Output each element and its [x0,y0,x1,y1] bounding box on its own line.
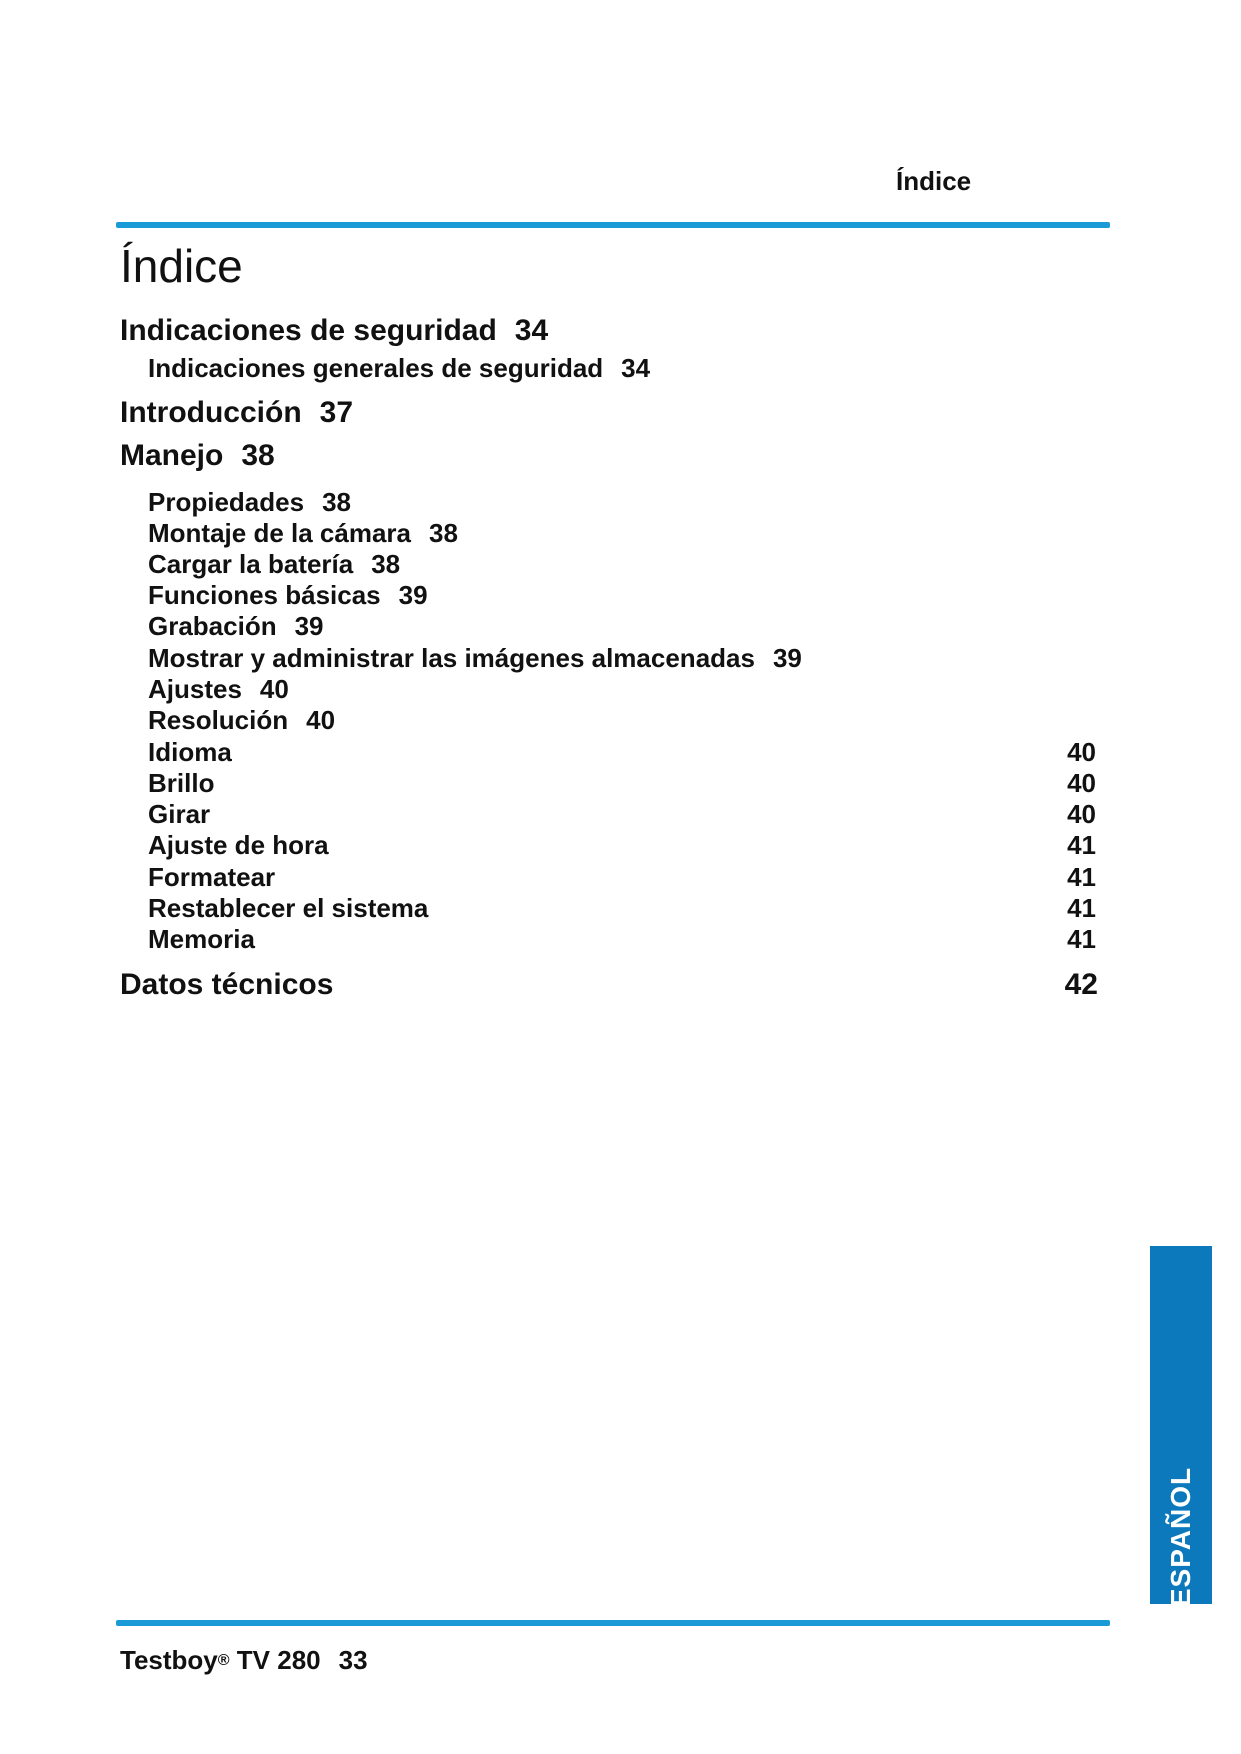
toc-label: Introducción [120,396,302,429]
toc-label: Ajustes [148,674,242,704]
toc-page: 41 [1067,862,1096,892]
toc-label: Formatear [148,862,276,892]
toc-page: 41 [1067,830,1096,860]
toc-page: 40 [1067,799,1096,829]
bottom-divider [116,1620,1110,1626]
toc-label: Brillo [148,768,215,798]
toc-entry-operation[interactable] [120,438,275,474]
toc-page: 38 [429,518,458,548]
toc-label: Datos técnicos [120,968,334,1001]
toc-entry-charge-battery[interactable] [148,549,400,579]
toc-entry-settings[interactable] [148,674,289,704]
toc-label: Cargar la batería [148,549,354,579]
toc-page: 41 [1067,924,1096,954]
page-title: Índice [120,240,243,292]
toc-label: Indicaciones de seguridad [120,314,497,347]
toc-page: 41 [1067,893,1096,923]
toc-entry-rotate[interactable] [148,799,1096,829]
toc-page: 37 [319,396,354,429]
toc-page: 39 [398,580,428,610]
toc-page: 42 [1064,968,1098,1001]
toc-page: 34 [621,353,651,383]
language-tab [1150,1246,1212,1608]
toc-label: Idioma [148,737,232,767]
toc-entry-technical-data[interactable] [120,967,1098,1003]
toc-label: Mostrar y administrar las imágenes almacenadas [148,643,755,673]
footer-model: TV 280 [236,1645,321,1675]
language-tab-label: ESPAÑOL [1165,1466,1196,1608]
toc-page: 39 [772,643,802,673]
footer-brand: Testboy [120,1645,218,1675]
toc-label: Grabación [148,611,277,641]
toc-entry-safety[interactable] [120,313,548,349]
toc-entry-recording[interactable] [148,611,324,641]
toc-label: Funciones básicas [148,580,381,610]
toc-entry-memory[interactable] [148,924,1096,954]
toc-label: Girar [148,799,211,829]
toc-page: 40 [1067,737,1096,767]
toc-entry-show-images[interactable] [148,643,802,673]
toc-page: 40 [1067,768,1096,798]
toc-label: Memoria [148,924,255,954]
toc-label: Indicaciones generales de seguridad [148,353,604,383]
toc-entry-basic-functions[interactable] [148,580,428,610]
toc-entry-resolution[interactable] [148,705,335,735]
toc-page: 38 [241,439,275,472]
toc-label: Propiedades [148,487,305,517]
toc-page: 38 [371,549,401,579]
toc-label: Restablecer el sistema [148,893,429,923]
toc-entry-introduction[interactable] [120,395,353,431]
toc-entry-general-safety[interactable] [148,353,650,383]
footer-page-number: 33 [338,1645,368,1675]
toc-entry-time-setting[interactable] [148,830,1096,860]
toc-label: Resolución [148,705,289,735]
page-footer [120,1645,368,1676]
toc-entry-properties[interactable] [148,487,351,517]
toc-page: 39 [294,611,324,641]
toc-label: Ajuste de hora [148,830,329,860]
toc-entry-language[interactable] [148,737,1096,767]
toc-entry-brightness[interactable] [148,768,1096,798]
toc-entry-camera-mount[interactable] [148,518,458,548]
toc-label: Montaje de la cámara [148,518,411,548]
registered-mark: ® [217,1652,230,1669]
toc-entry-format[interactable] [148,862,1096,892]
toc-page: 40 [259,674,289,704]
toc-page: 38 [322,487,351,517]
toc-page: 40 [306,705,336,735]
toc-entry-reset-system[interactable] [148,893,1096,923]
running-header: Índice [896,166,972,196]
toc-label: Manejo [120,439,224,472]
toc-page: 34 [514,314,549,347]
